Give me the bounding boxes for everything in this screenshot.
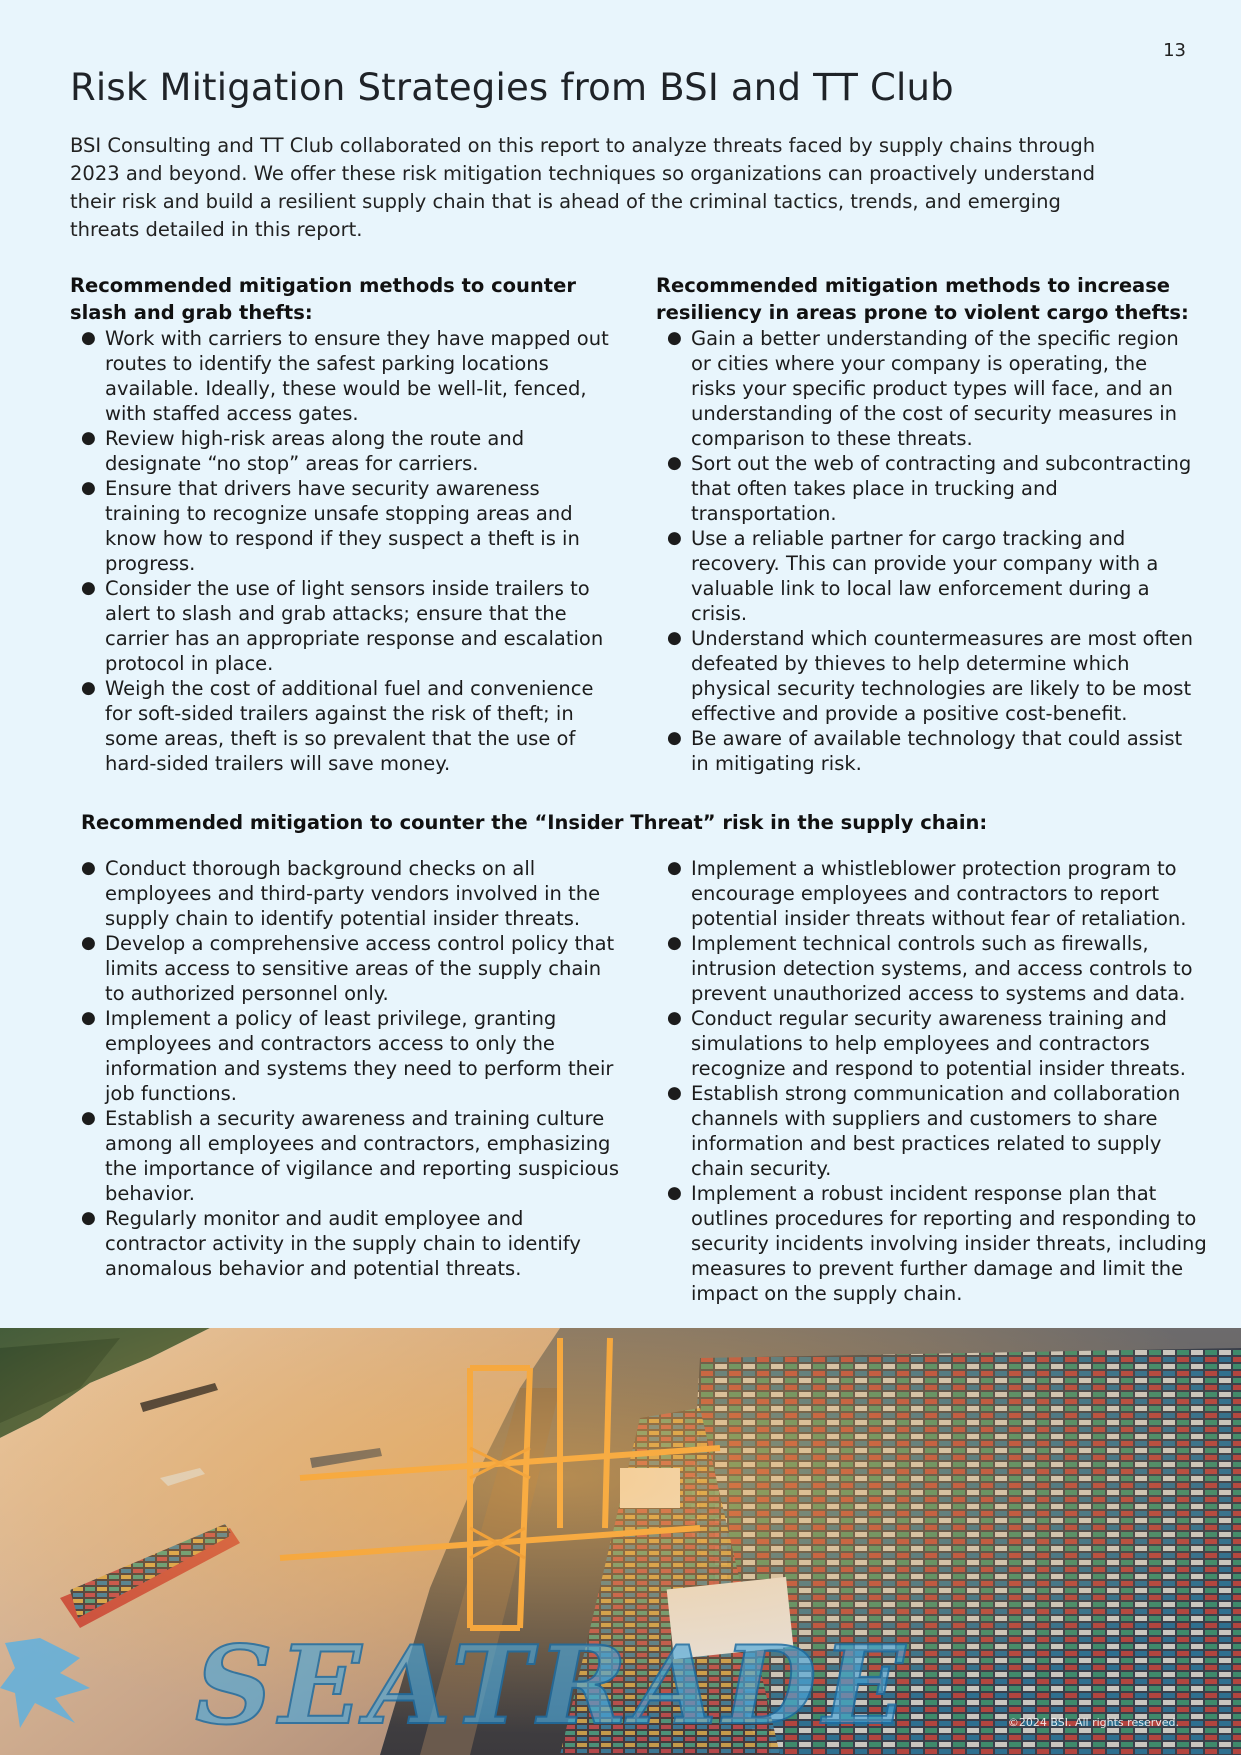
list-item-text: Implement technical controls such as firewalls, intrusion detection systems, and access controls to prevent unauthorized access to systems and data.	[691, 932, 1193, 1005]
violent-theft-list	[656, 326, 1196, 776]
bullet-icon: ●	[667, 628, 682, 648]
list-item-text: Weigh the cost of additional fuel and convenience for soft-sided trailers against the risk of theft; in some areas, theft is so prevalent that the use of hard-sided trailers will save money.	[105, 677, 594, 775]
list-item-text: Consider the use of light sensors inside trailers to alert to slash and grab attacks; ensure that the carrier has an appropriate response and escalation protocol in place.	[105, 577, 604, 675]
list-item-text: Gain a better understanding of the specific region or cities where your company is operating, the risks your specific product types will face, and an understanding of the cost of security measures in comparison to these threats.	[691, 327, 1179, 450]
list-item-text: Conduct thorough background checks on all employees and third-party vendors involved in the supply chain to identify potential insider threats.	[105, 857, 601, 930]
list-item-text: Establish strong communication and collaboration channels with suppliers and customers to share information and best practices related to supply chain security.	[691, 1082, 1181, 1180]
bullet-icon: ●	[667, 453, 682, 473]
list-item	[70, 856, 620, 931]
bullet-icon: ●	[81, 1208, 96, 1228]
list-item-text: Implement a whistleblower protection program to encourage employees and contractors to report potential insider threats without fear of retaliation.	[691, 857, 1187, 930]
list-item	[656, 856, 1212, 931]
slash-grab-list	[70, 326, 620, 776]
list-item	[70, 676, 620, 776]
list-item	[656, 931, 1212, 1006]
list-item	[656, 326, 1196, 451]
list-item-text: Regularly monitor and audit employee and contractor activity in the supply chain to identify anomalous behavior and potential threats.	[105, 1207, 581, 1280]
list-item	[70, 1006, 620, 1106]
intro-paragraph: BSI Consulting and TT Club collaborated on this report to analyze threats faced by supply chains through 2023 and beyond. We offer these risk mitigation techniques so organizations can proactively understand their risk and build a resilient supply chain that is ahead of the criminal tactics, trends, and emerging threats detailed in this report.	[70, 134, 1096, 241]
bullet-icon: ●	[667, 328, 682, 348]
list-item	[70, 426, 620, 476]
list-item-text: Be aware of available technology that could assist in mitigating risk.	[691, 727, 1183, 775]
list-item-text: Establish a security awareness and training culture among all employees and contractors, emphasizing the importance of vigilance and reporting suspicious behavior.	[105, 1107, 620, 1205]
list-item-text: Develop a comprehensive access control policy that limits access to sensitive areas of the supply chain to authorized personnel only.	[105, 932, 615, 1005]
insider-right-section	[656, 856, 1212, 1306]
list-item-text: Conduct regular security awareness training and simulations to help employees and contractors recognize and respond to potential insider threats.	[691, 1007, 1186, 1080]
list-item	[656, 1081, 1212, 1181]
list-item-text: Implement a policy of least privilege, granting employees and contractors access to only the information and systems they need to perform their job functions.	[105, 1007, 614, 1105]
list-item-text: Use a reliable partner for cargo tracking and recovery. This can provide your company with a valuable link to local law enforcement during a crisis.	[691, 527, 1159, 625]
bullet-icon: ●	[667, 1183, 682, 1203]
bullet-icon: ●	[81, 428, 96, 448]
list-item-text: Ensure that drivers have security awareness training to recognize unsafe stopping areas and know how to respond if they suspect a theft is in progress.	[105, 477, 580, 575]
list-item	[70, 1106, 620, 1206]
list-item	[70, 931, 620, 1006]
list-item	[656, 1181, 1212, 1306]
bullet-icon: ●	[81, 1008, 96, 1028]
list-item-text: Sort out the web of contracting and subcontracting that often takes place in trucking and transportation.	[691, 452, 1192, 525]
bullet-icon: ●	[667, 728, 682, 748]
bullet-icon: ●	[81, 478, 96, 498]
insider-heading: Recommended mitigation to counter the “Insider Threat” risk in the supply chain:	[81, 811, 988, 834]
bullet-icon: ●	[81, 1108, 96, 1128]
list-item	[70, 476, 620, 576]
insider-left-section	[70, 856, 620, 1281]
bullet-icon: ●	[81, 328, 96, 348]
list-item	[70, 1206, 620, 1281]
bullet-icon: ●	[667, 1008, 682, 1028]
list-item	[656, 451, 1196, 526]
list-item-text: Implement a robust incident response plan that outlines procedures for reporting and responding to security incidents involving insider threats, including measures to prevent further damage and limit the impact on the supply chain.	[691, 1182, 1207, 1305]
bullet-icon: ●	[81, 933, 96, 953]
insider-right-list	[656, 856, 1212, 1306]
bullet-icon: ●	[667, 528, 682, 548]
insider-left-list	[70, 856, 620, 1281]
list-item-text: Work with carriers to ensure they have mapped out routes to identify the safest parking locations available. Ideally, these would be well-lit, fenced, with staffed access gates.	[105, 327, 609, 425]
bullet-icon: ●	[81, 578, 96, 598]
list-item	[656, 526, 1196, 626]
bullet-icon: ●	[81, 858, 96, 878]
page-number: 13	[1163, 40, 1186, 61]
slash-grab-heading: Recommended mitigation methods to counter slash and grab thefts:	[70, 274, 576, 324]
copyright: ©2024 BSI. All rights reserved.	[1007, 1716, 1179, 1729]
slash-grab-section	[70, 272, 620, 776]
list-item	[656, 1006, 1212, 1081]
list-item-text: Review high-risk areas along the route and designate “no stop” areas for carriers.	[105, 427, 525, 475]
port-container-photo	[0, 1328, 1241, 1755]
bullet-icon: ●	[81, 678, 96, 698]
insider-heading-section	[81, 809, 1201, 836]
violent-theft-heading: Recommended mitigation methods to increase resiliency in areas prone to violent cargo thefts:	[656, 274, 1189, 324]
list-item-text: Understand which countermeasures are most often defeated by thieves to help determine which physical security technologies are likely to be most effective and provide a positive cost-benefit.	[691, 627, 1193, 725]
bullet-icon: ●	[667, 933, 682, 953]
watermark-text: SEATRADE	[195, 1623, 912, 1749]
bullet-icon: ●	[667, 858, 682, 878]
port-photo-illustration	[0, 1328, 1241, 1755]
page-title: Risk Mitigation Strategies from BSI and TT Club	[70, 66, 954, 109]
list-item	[656, 626, 1196, 726]
list-item	[70, 326, 620, 426]
violent-theft-section	[656, 272, 1196, 776]
bullet-icon: ●	[667, 1083, 682, 1103]
list-item	[656, 726, 1196, 776]
list-item	[70, 576, 620, 676]
